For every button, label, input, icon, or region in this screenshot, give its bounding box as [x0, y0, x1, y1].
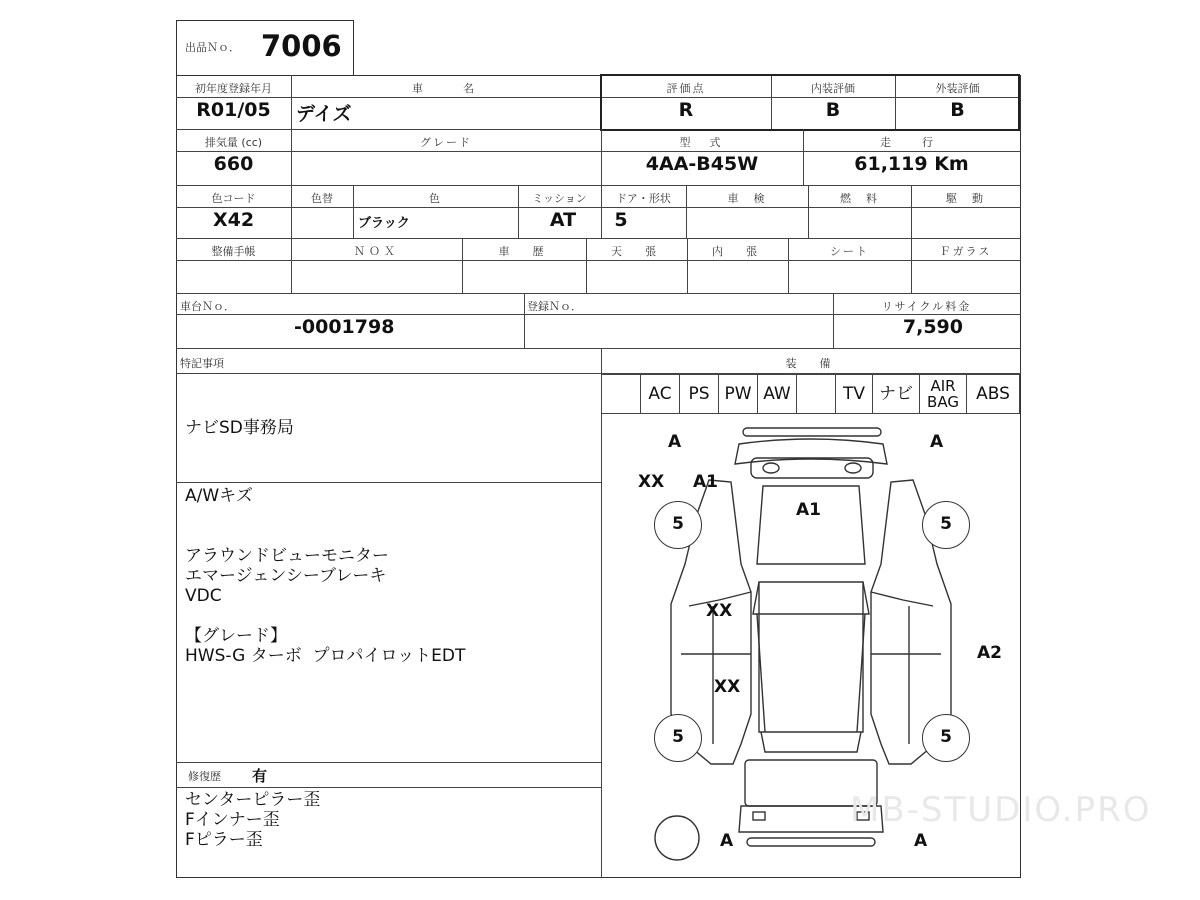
damage-side-right: A2 [977, 643, 1002, 663]
recycle-fee-label: リサイクル料金 [881, 300, 972, 313]
lot-number-label: 出品Ｎｏ． [185, 41, 240, 54]
damage-front-right: A [930, 432, 944, 452]
mileage-label: 走 行 [880, 136, 943, 149]
maintenance-book-label: 整備手帳 [211, 245, 256, 258]
displacement-label: 排気量 (cc) [204, 136, 263, 149]
doors-label: ドア・形状 [616, 192, 671, 205]
reg-date-value: R01/05 [196, 99, 271, 121]
damage-rear-left: A [720, 831, 734, 851]
displacement-value: 660 [213, 153, 254, 175]
reg-date-label: 初年度登録年月 [195, 82, 272, 95]
equip-blank-1 [601, 374, 641, 414]
damage-door-left-rear: XX [714, 677, 741, 697]
equipment-label: 装 備 [785, 357, 837, 370]
color-code-label: 色コード [211, 192, 256, 205]
seat-label: シート [830, 245, 869, 258]
chassis-number-label: 車台Ｎｏ． [180, 300, 235, 313]
damage-hood: A1 [796, 500, 821, 520]
equip-airbag: AIR BAG [919, 374, 967, 414]
equip-aw: AW [757, 374, 797, 414]
grade-label: グレード [420, 136, 472, 149]
drive-label: 駆 動 [946, 192, 985, 205]
car-name-label: 車 名 [412, 82, 480, 95]
tire-front-left: 5 [654, 501, 702, 549]
damage-fender-left-a1: A1 [693, 472, 718, 492]
score-value: R [678, 99, 694, 121]
equip-tv: TV [835, 374, 873, 414]
tire-rear-left: 5 [654, 714, 702, 762]
car-name-value: デイズ [296, 103, 352, 125]
damage-rear-right: A [914, 831, 928, 851]
fuel-label: 燃 料 [840, 192, 879, 205]
equip-blank-2 [796, 374, 836, 414]
tire-rear-right: 5 [922, 714, 970, 762]
watermark: MB-STUDIO.PRO [850, 790, 1152, 830]
mileage-value: 61,119 Km [854, 153, 969, 175]
remarks-label: 特記事項 [180, 357, 224, 370]
color-change-label: 色替 [311, 192, 333, 205]
lot-number: 7006 [261, 29, 342, 63]
model-value: 4AA-B45W [645, 153, 759, 175]
color-code-value: X42 [212, 209, 255, 231]
equip-ps: PS [679, 374, 719, 414]
exterior-grade-label: 外装評価 [935, 82, 980, 95]
repair-history-value: 有 [252, 767, 268, 785]
roof-lining-label: 天 張 [611, 245, 662, 258]
inspection-label: 車 検 [727, 192, 767, 205]
interior-grade-label: 内装評価 [811, 82, 855, 95]
front-glass-label: Ｆガラス [939, 245, 992, 258]
doors-value: 5 [614, 209, 628, 231]
exterior-grade-value: B [950, 99, 965, 121]
color-label: 色 [429, 192, 442, 205]
interior-lining-label: 内 張 [712, 245, 763, 258]
lot-number-box [176, 20, 354, 76]
registration-number-label: 登録Ｎｏ． [527, 300, 582, 313]
remarks-notes: A/Wキズ アラウンドビューモニター エマージェンシーブレーキ VDC 【グレード】 HWS-G ターボ プロパイロットEDT [185, 486, 466, 666]
repair-history-label: 修復歴 [188, 770, 221, 783]
damage-door-left-front: XX [706, 601, 733, 621]
score-label: 評価点 [666, 82, 706, 95]
equip-pw: PW [718, 374, 758, 414]
recycle-fee-value: 7,590 [902, 316, 963, 338]
damage-fender-left-xx: XX [638, 472, 665, 492]
mission-label: ミッション [532, 192, 587, 205]
equip-ac: AC [640, 374, 680, 414]
mission-value: AT [549, 209, 577, 231]
color-value: ブラック [358, 216, 410, 231]
equip-navi: ナビ [872, 374, 920, 414]
nox-label: ＮＯＸ [354, 245, 399, 258]
tire-front-right: 5 [922, 501, 970, 549]
history-label: 車 歴 [498, 245, 550, 258]
chassis-number-value: -0001798 [294, 316, 395, 338]
repair-details: センターピラー歪 Fインナー歪 Fピラー歪 [185, 790, 321, 850]
damage-front-left: A [668, 432, 682, 452]
model-label: 型 式 [679, 136, 725, 149]
remarks-line-1: ナビSD事務局 [185, 418, 294, 438]
interior-grade-value: B [825, 99, 841, 121]
equip-abs: ABS [966, 374, 1020, 414]
